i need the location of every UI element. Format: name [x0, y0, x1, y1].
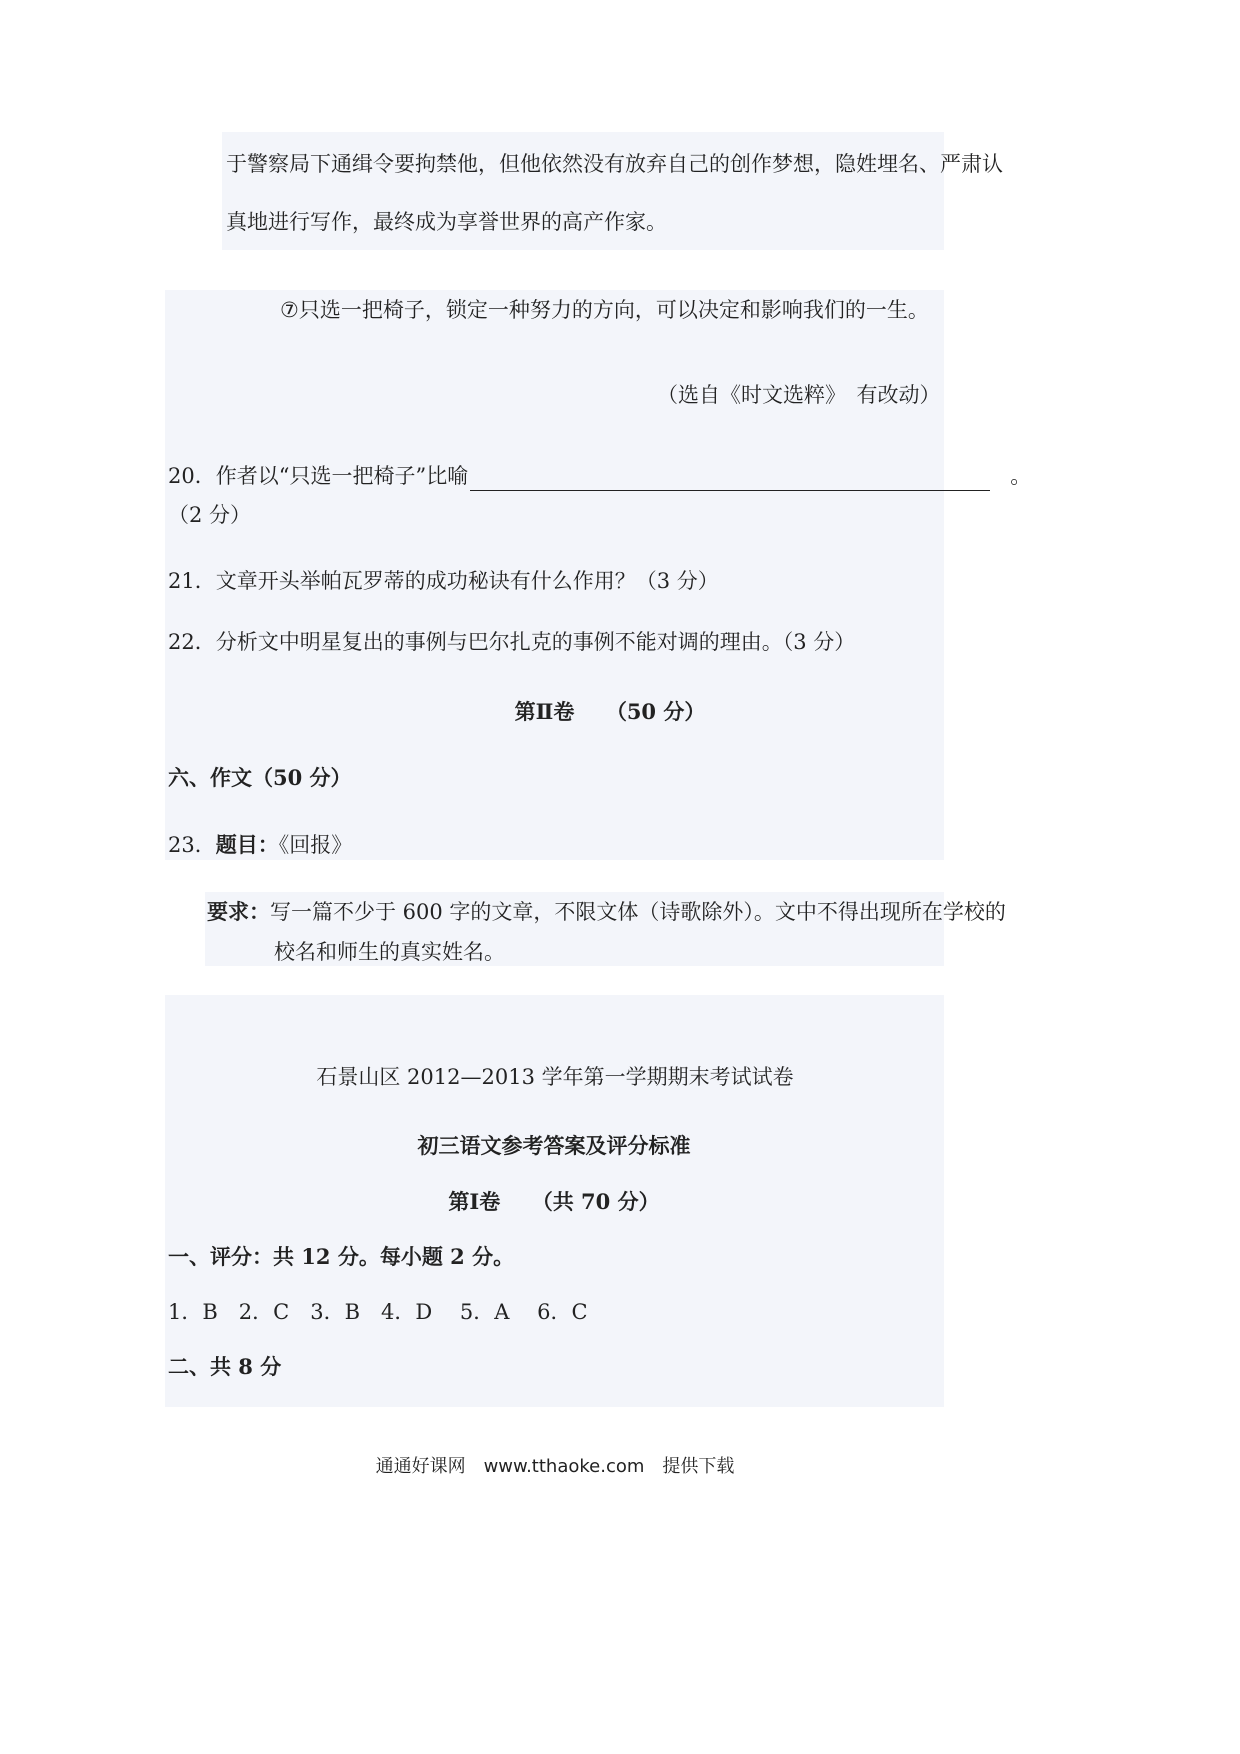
- part-1-title: 第Ⅰ卷 （共 70 分）: [448, 1189, 660, 1214]
- question-23: [168, 830, 352, 860]
- requirement-line-2: 校名和师生的真实姓名。: [274, 940, 505, 964]
- passage-source: （选自《时文选粹》 有改动）: [657, 383, 941, 407]
- essay-title: 《回报》: [278, 833, 353, 857]
- exam-title: 石景山区 2012—2013 学年第一学期期末考试试卷: [316, 1065, 794, 1089]
- footer-credit: 通通好课网 www.tthaoke.com 提供下载: [375, 1456, 735, 1477]
- section-1-heading: 一、评分：共 12 分。每小题 2 分。: [168, 1244, 515, 1269]
- question-20-text: 20．作者以“只选一把椅子”比喻: [168, 464, 469, 488]
- question-20-score: （2 分）: [168, 503, 252, 527]
- requirement-label: 要求：: [207, 899, 270, 924]
- question-20: [168, 461, 1031, 491]
- paragraph-7: ⑦只选一把椅子，锁定一种努力的方向，可以决定和影响我们的一生。: [280, 298, 929, 322]
- section-1-answers: 1．B 2．C 3．B 4．D 5．A 6．C: [168, 1300, 588, 1324]
- section-6-heading: 六、作文（50 分）: [168, 765, 352, 790]
- question-20-end: 。: [1010, 464, 1032, 488]
- part-2-title: 第Ⅱ卷 （50 分）: [514, 699, 706, 724]
- question-22: 22．分析文中明星复出的事例与巴尔扎克的事例不能对调的理由。（3 分）: [168, 630, 856, 654]
- requirement-text: 写一篇不少于 600 字的文章，不限文体（诗歌除外）。文中不得出现所在学校的: [270, 900, 1006, 924]
- requirement-line-1: [207, 897, 1006, 927]
- question-21: 21．文章开头举帕瓦罗蒂的成功秘诀有什么作用？（3 分）: [168, 569, 719, 593]
- passage-line-2: 真地进行写作，最终成为享誉世界的高产作家。: [226, 210, 667, 234]
- answer-subtitle: 初三语文参考答案及评分标准: [417, 1133, 691, 1158]
- passage-line-1: 于警察局下通缉令要拘禁他，但他依然没有放弃自己的创作梦想，隐姓埋名、严肃认: [226, 152, 1003, 176]
- answer-blank[interactable]: [470, 468, 990, 491]
- section-2-heading: 二、共 8 分: [168, 1354, 282, 1379]
- question-23-number: 23．: [168, 833, 216, 857]
- question-23-label: 题目：: [215, 832, 279, 857]
